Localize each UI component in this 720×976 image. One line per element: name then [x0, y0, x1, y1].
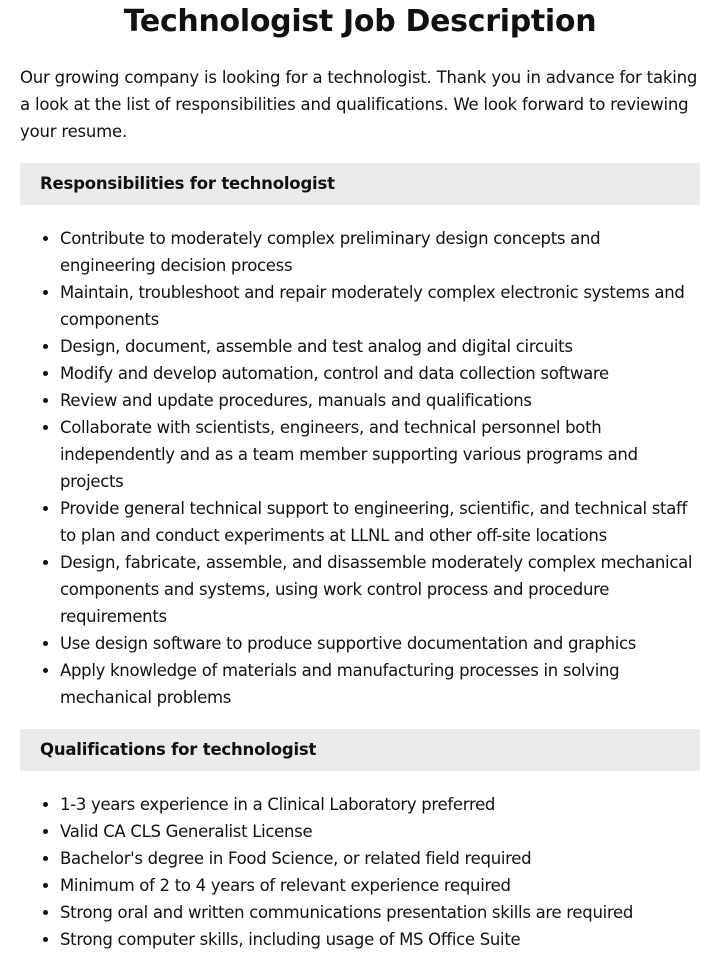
- list-item: • Review and update procedures, manuals and qualifications: [60, 387, 700, 414]
- page-title: Technologist Job Description: [123, 4, 597, 39]
- list-item: • Design, document, assemble and test analog and digital circuits: [60, 333, 700, 360]
- list-item: • Use design software to produce supportive documentation and graphics: [60, 630, 700, 657]
- list-item: • Strong oral and written communications presentation skills are required: [60, 899, 700, 926]
- list-item: • Bachelor's degree in Food Science, or related field required: [60, 845, 700, 872]
- list-item: • Modify and develop automation, control and data collection software: [60, 360, 700, 387]
- responsibilities-heading: Responsibilities for technologist: [20, 163, 700, 205]
- intro-text: Our growing company is looking for a technologist. Thank you in advance for taking a look at the list of responsibilities and qualifications. We look forward to reviewing your resume.: [20, 68, 698, 141]
- list-item: • 1-3 years experience in a Clinical Laboratory preferred: [60, 791, 700, 818]
- list-item: • Valid CA CLS Generalist License: [60, 818, 700, 845]
- qualifications-heading: Qualifications for technologist: [20, 729, 700, 771]
- list-item: • Provide general technical support to engineering, scientific, and technical staff to plan and conduct experiments at LLNL and other off-site locations: [60, 495, 700, 549]
- list-item: • Strong computer skills, including usage of MS Office Suite: [60, 926, 700, 953]
- list-item: • Collaborate with scientists, engineers, and technical personnel both independently and as a team member supporting various programs and projects: [60, 414, 700, 495]
- list-item: • Apply knowledge of materials and manufacturing processes in solving mechanical problems: [60, 657, 700, 711]
- list-item: • Maintain, troubleshoot and repair moderately complex electronic systems and components: [60, 279, 700, 333]
- list-item: • Design, fabricate, assemble, and disassemble moderately complex mechanical components and systems, using work control process and procedure requirements: [60, 549, 700, 630]
- qualifications-list: [20, 791, 700, 953]
- list-item: • Minimum of 2 to 4 years of relevant experience required: [60, 872, 700, 899]
- responsibilities-list: [20, 225, 700, 711]
- list-item: • Contribute to moderately complex preliminary design concepts and engineering decision process: [60, 225, 700, 279]
